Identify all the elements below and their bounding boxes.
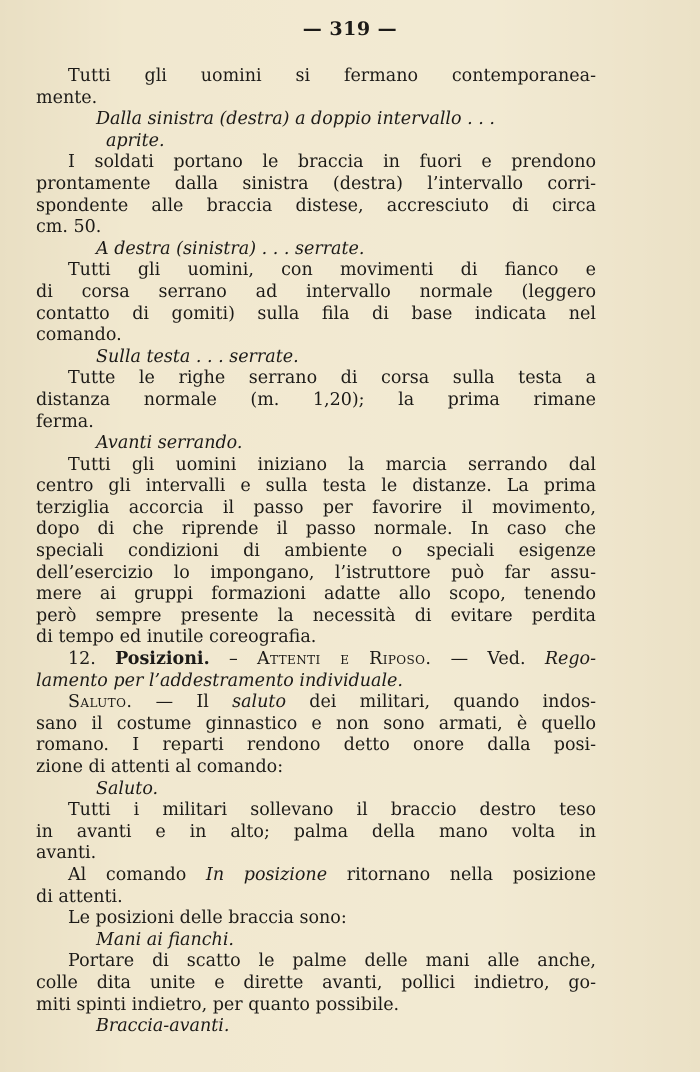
text-line xyxy=(36,692,596,714)
text-line: Avanti serrando. xyxy=(96,433,243,454)
text-segment: 12. xyxy=(68,649,116,670)
text-line: Tutti gli uomini iniziano la marcia serrando dal xyxy=(68,454,596,475)
text-segment: – xyxy=(209,649,257,670)
text-line xyxy=(36,649,596,671)
text-line: di attenti. xyxy=(36,886,123,907)
text-line: terziglia accorcia il passo per favorire il movimento, xyxy=(36,497,596,518)
text-line: comando. xyxy=(36,325,122,346)
text-line: dell’esercizio lo impongano, l’istruttore può far assu- xyxy=(36,562,596,583)
text-line: avanti. xyxy=(36,843,97,864)
text-segment: ritornano nella posizione xyxy=(327,864,596,885)
text-line: però sempre presente la necessità di evitare perdita xyxy=(36,605,596,626)
text-line: cm. 50. xyxy=(36,217,102,238)
text-line: I soldati portano le braccia in fuori e prendono xyxy=(68,152,596,173)
text-segment: Saluto. xyxy=(68,692,133,713)
text-line: aprite. xyxy=(106,130,165,151)
text-line: centro gli intervalli e sulla testa le distanze. La prima xyxy=(36,476,596,497)
text-segment: saluto xyxy=(232,692,286,713)
text-line: A destra (sinistra) . . . serrate. xyxy=(96,238,365,259)
text-line: Sulla testa . . . serrate. xyxy=(96,346,299,367)
text-segment: Rego- xyxy=(544,649,596,670)
text-line: Tutti gli uomini si fermano contemporanea- xyxy=(68,66,596,86)
text-line: speciali condizioni di ambiente o speciali esigenze xyxy=(36,541,596,562)
text-line: miti spinti indietro, per quanto possibile. xyxy=(36,994,400,1015)
text-line: sano il costume ginnastico e non sono armati, è quello xyxy=(36,713,596,734)
text-line: spondente alle braccia distese, accresciuto di circa xyxy=(36,195,596,216)
text-line: Mani ai fianchi. xyxy=(96,929,234,950)
text-segment: Al comando xyxy=(68,864,206,885)
text-line: romano. I reparti rendono detto onore dalla posi- xyxy=(36,735,596,756)
text-segment: — Ved. xyxy=(431,649,545,670)
text-line: dopo di che riprende il passo normale. In caso che xyxy=(36,519,596,540)
text-line: di tempo ed inutile coreografia. xyxy=(36,627,317,648)
text-line: contatto di gomiti) sulla fila di base indicata nel xyxy=(36,303,596,324)
text-line: Dalla sinistra (destra) a doppio intervallo . . . xyxy=(96,109,495,130)
text-line: colle dita unite e dirette avanti, pollici indietro, go- xyxy=(36,972,596,993)
text-segment: Attenti e Riposo. xyxy=(256,649,432,670)
text-line: Le posizioni delle braccia sono: xyxy=(68,908,347,929)
text-line: ferma. xyxy=(36,411,94,432)
text-segment: — Il xyxy=(132,692,233,713)
page-number: — 319 — xyxy=(302,18,398,40)
text-line: Tutte le righe serrano di corsa sulla testa a xyxy=(68,368,596,389)
text-line: Portare di scatto le palme delle mani alle anche, xyxy=(68,951,596,972)
text-segment: dei militari, quando indos- xyxy=(285,692,597,713)
text-line: zione di attenti al comando: xyxy=(36,757,284,777)
text-segment: Posizioni. xyxy=(115,649,210,670)
text-line: mente. xyxy=(36,87,98,108)
text-line xyxy=(36,865,596,887)
text-line: mere ai gruppi formazioni adatte allo scopo, tenendo xyxy=(36,584,596,605)
text-segment: In posizione xyxy=(205,864,328,885)
text-line: Tutti i militari sollevano il braccio destro teso xyxy=(68,800,596,821)
text-line: in avanti e in alto; palma della mano volta in xyxy=(36,821,596,842)
text-line: prontamente dalla sinistra (destra) l’intervallo corri- xyxy=(36,173,596,194)
text-line: distanza normale (m. 1,20); la prima rimane xyxy=(36,389,596,410)
text-line: Saluto. xyxy=(96,778,159,799)
text-line: lamento per l’addestramento individuale. xyxy=(36,670,403,691)
text-line: Braccia-avanti. xyxy=(96,1016,230,1037)
page-body-text xyxy=(36,66,596,1038)
text-line: di corsa serrano ad intervallo normale (leggero xyxy=(36,281,596,302)
text-line: Tutti gli uomini, con movimenti di fianco e xyxy=(68,260,596,281)
